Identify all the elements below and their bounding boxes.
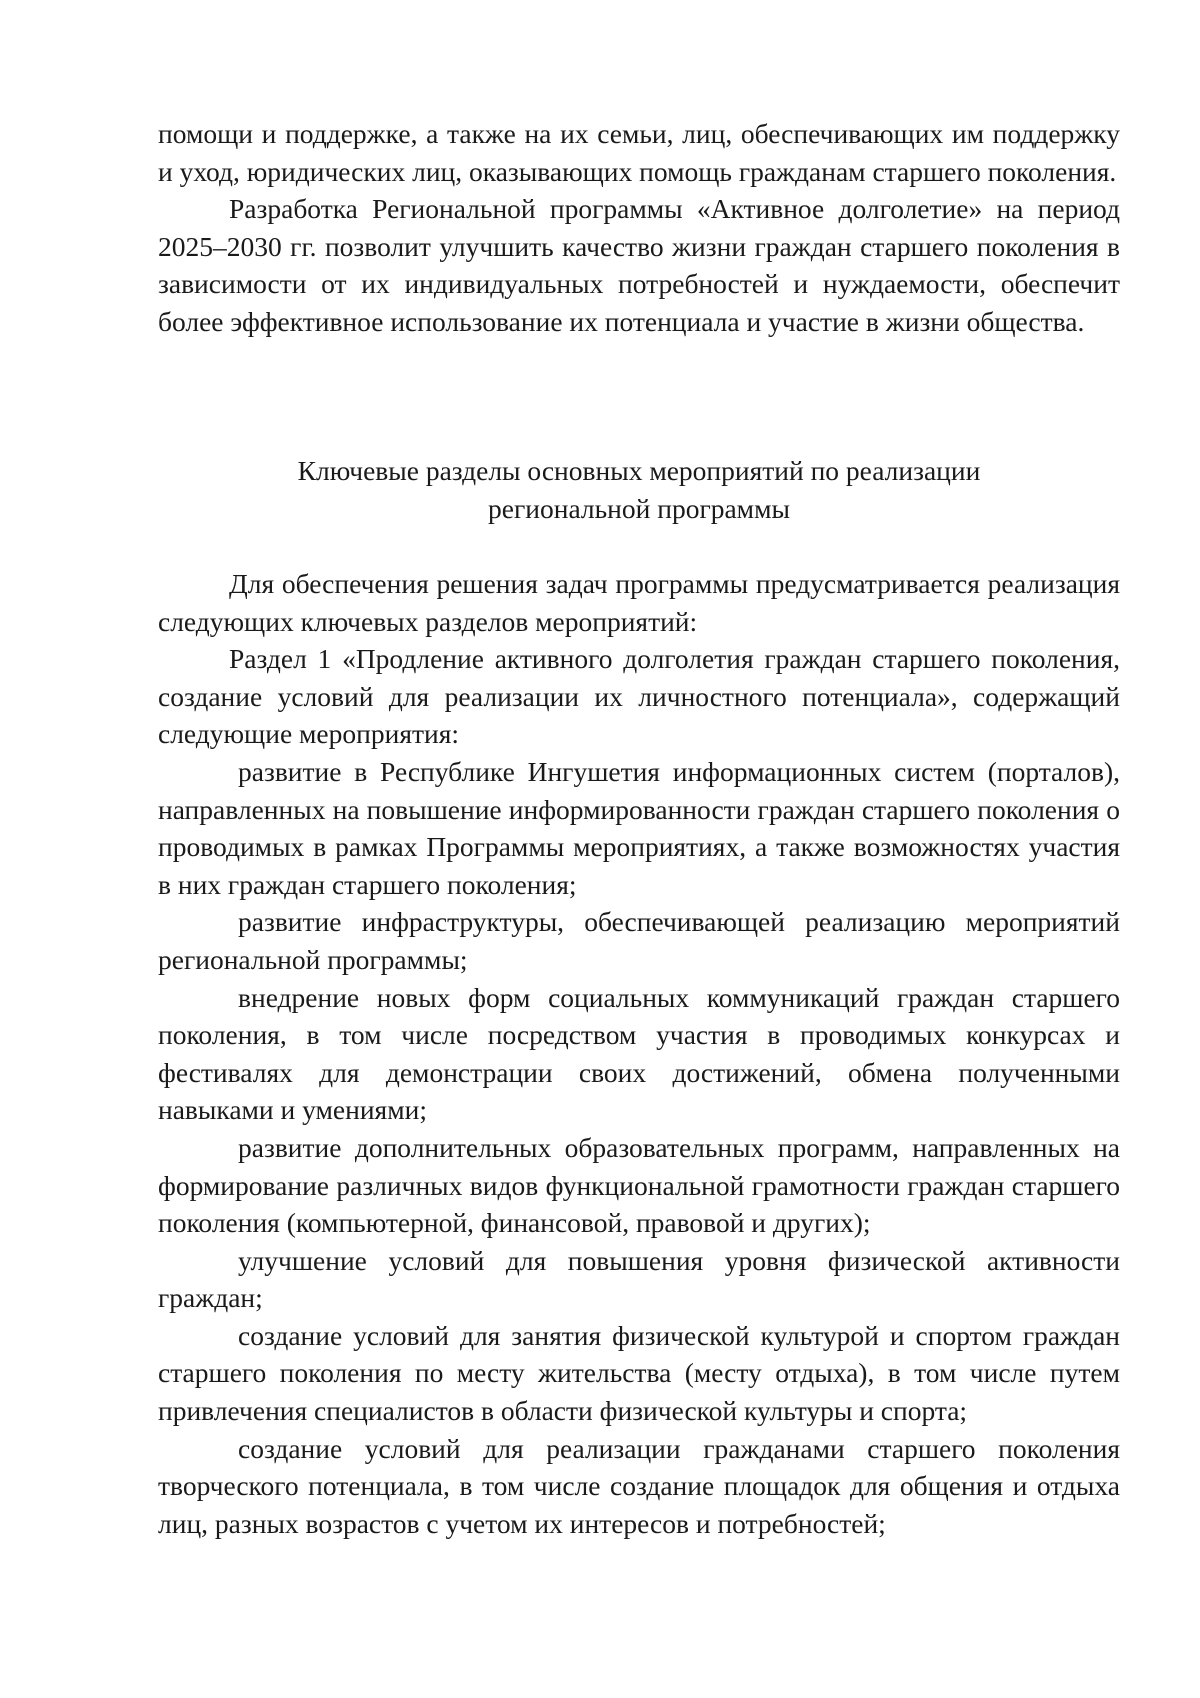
main-paragraph-section-1: Раздел 1 «Продление активного долголетия граждан старшего поколения, создание условий для реализации их личностного потенциала», содержащий следующие мероприятия: — [158, 643, 1120, 750]
list-item: создание условий для занятия физической культурой и спортом граждан старшего поколения по месту жительства (месту отдыха), в том числе путем привлечения специалистов в области физической культуры и спорта; — [158, 1319, 1120, 1427]
list-item: развитие в Республике Ингушетия информационных систем (порталов), направленных на повышение информированности граждан старшего поколения о проводимых в рамках Программы мероприятиях, а также возможностях участия в них граждан старшего поколения; — [158, 755, 1120, 900]
intro-paragraph-continued: помощи и поддержке, а также на их семьи, лиц, обеспечивающих им поддержку и уход, юридических лиц, оказывающих помощь гражданам старшего поколения. — [158, 118, 1120, 187]
main-paragraph-intro: Для обеспечения решения задач программы предусматривается реализация следующих ключевых разделов мероприятий: — [158, 568, 1120, 637]
list-item: развитие инфраструктуры, обеспечивающей реализацию мероприятий региональной программы; — [158, 906, 1120, 975]
list-item: внедрение новых форм социальных коммуникаций граждан старшего поколения, в том числе посредством участия в проводимых конкурсах и фестивалях для демонстрации своих достижений, обмена полученными навыками и умениями; — [158, 981, 1120, 1126]
section-heading-line-1: Ключевые разделы основных мероприятий по реализации — [297, 455, 981, 486]
intro-block — [158, 115, 1120, 341]
list-item: развитие дополнительных образовательных программ, направленных на формирование различных видов функциональной грамотности граждан старшего поколения (компьютерной, финансовой, правовой и других); — [158, 1131, 1120, 1239]
main-block — [158, 565, 1120, 1542]
list-item: создание условий для реализации гражданами старшего поколения творческого потенциала, в том числе создание площадок для общения и отдыха лиц, разных возрастов с учетом их интересов и потребностей; — [158, 1432, 1120, 1539]
intro-paragraph-program: Разработка Региональной программы «Активное долголетие» на период 2025–2030 гг. позволит улучшить качество жизни граждан старшего поколения в зависимости от их индивидуальных потребностей и нуждаемости, обеспечит более эффективное использование их потенциала и участие в жизни общества. — [158, 193, 1120, 337]
section-heading — [158, 452, 1120, 527]
list-item: улучшение условий для повышения уровня физической активности граждан; — [158, 1244, 1120, 1314]
section-heading-line-2: региональной программы — [488, 492, 790, 524]
